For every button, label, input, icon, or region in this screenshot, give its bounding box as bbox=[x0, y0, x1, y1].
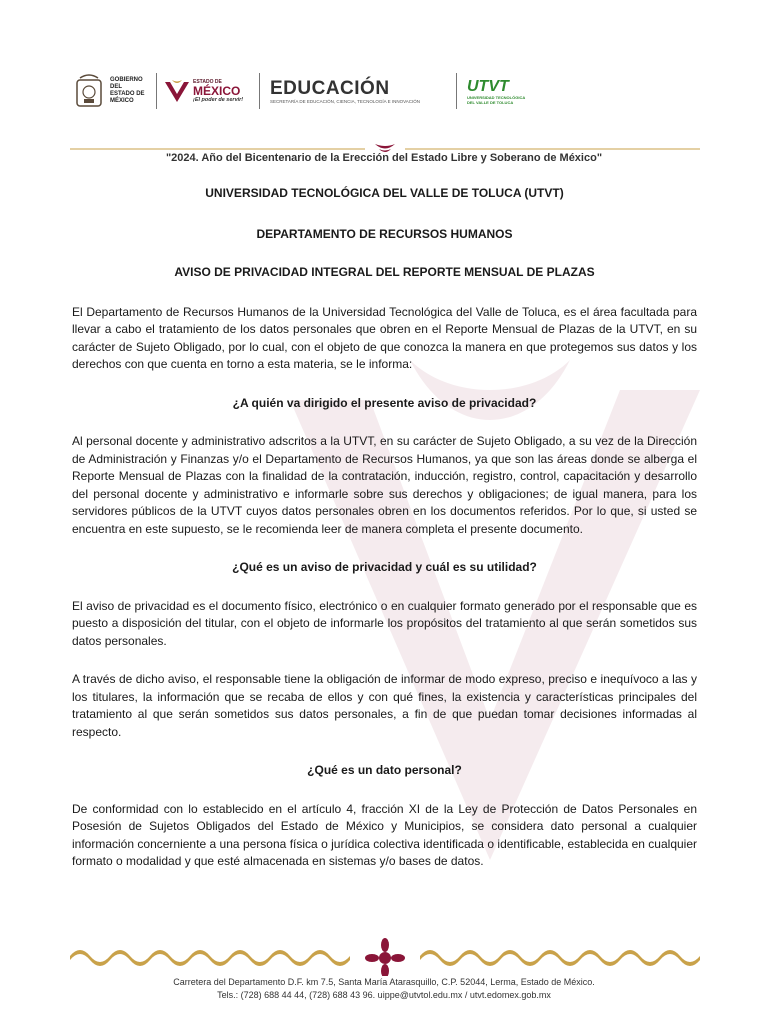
edomex-wordmark: ESTADO DE MÉXICO ¡El poder de servir! bbox=[193, 79, 244, 103]
footer-address bbox=[0, 976, 768, 1002]
paragraph-answer-2b: A través de dicho aviso, el responsable tiene la obligación de informar de modo expreso, preciso e inequívoco a las y los titulares, la información que se recaba de ellos y con qué fines, la existencia y características principales del tratamiento al que serán sometidos sus datos personales, a fin de que puedan tomar decisiones informadas al respecto. bbox=[72, 672, 697, 739]
utvt-logo: UTVT UNIVERSIDAD TECNOLÓGICA DEL VALLE DE TOLUCA bbox=[467, 77, 526, 105]
heading-university: UNIVERSIDAD TECNOLÓGICA DEL VALLE DE TOLUCA (UTVT) bbox=[205, 186, 564, 200]
document-body bbox=[72, 185, 697, 871]
state-government-label: GOBIERNO DEL ESTADO DE MÉXICO bbox=[110, 77, 145, 104]
header-divider bbox=[156, 73, 157, 109]
paragraph-intro: El Departamento de Recursos Humanos de la Universidad Tecnológica del Valle de Toluca, es el área facultada para llevar a cabo el tratamiento de los datos personales que obren en el Reporte Mensual de Plazas de la UTVT, en su carácter de Sujeto Obligado, por lo cual, con el objeto de que conozca la manera en que protegemos sus datos y los derechos con que cuenta en torno a esta materia, se le informa: bbox=[72, 304, 697, 371]
paragraph-answer-1: Al personal docente y administrativo adscritos a la UTVT, en su carácter de Sujeto Obligado, a su vez de la Dirección de Administración y Finanzas y/o el Departamento de Recursos Humanos, ya que son las áreas donde se alberga el Reporte Mensual de Plazas con la finalidad de la contratación, inducción, registro, control, capacitación y desarrollo del personal docente y administrativo e informarle sobre sus derechos y obligaciones; de igual manera, para los servidores públicos de la UTVT cuyos datos personales obren en los documentos referidos. Por lo que, si usted se encuentra en este supuesto, se le recomienda leer de manera completa el presente documento. bbox=[72, 434, 697, 536]
state-seal-icon bbox=[74, 72, 104, 110]
letterhead bbox=[70, 66, 710, 116]
footer-address-line: Carretera del Departamento D.F. km 7.5, Santa María Atarasquillo, C.P. 52044, Lerma, Estado de México. bbox=[173, 977, 595, 987]
heading-notice-title: AVISO DE PRIVACIDAD INTEGRAL DEL REPORTE MENSUAL DE PLAZAS bbox=[174, 265, 595, 279]
heading-department: DEPARTAMENTO DE RECURSOS HUMANOS bbox=[256, 226, 513, 241]
footer-ornament-icon bbox=[70, 936, 700, 976]
year-motto: "2024. Año del Bicentenario de la Erección del Estado Libre y Soberano de México" bbox=[165, 152, 603, 164]
footer-contact-line: Tels.: (728) 688 44 44, (728) 688 43 96. uippe@utvtol.edu.mx / utvt.edomex.gob.mx bbox=[217, 990, 551, 1000]
question-heading-3: ¿Qué es un dato personal? bbox=[307, 763, 462, 777]
education-secretariat-logo: EDUCACIÓN SECRETARÍA DE EDUCACIÓN, CIENCIA, TECNOLOGÍA E INNOVACIÓN bbox=[270, 77, 421, 104]
question-heading-2: ¿Qué es un aviso de privacidad y cuál es su utilidad? bbox=[232, 560, 537, 574]
header-divider bbox=[456, 73, 457, 109]
question-heading-1: ¿A quién va dirigido el presente aviso de privacidad? bbox=[232, 395, 537, 410]
edomex-logo-icon bbox=[163, 78, 191, 104]
paragraph-answer-2a: El aviso de privacidad es el documento físico, electrónico o en cualquier formato generado por el responsable que es puesto a disposición del titular, con el objeto de informarle los propósitos del tratamiento al que serán sometidos sus datos personales. bbox=[72, 598, 697, 648]
paragraph-answer-3: De conformidad con lo establecido en el artículo 4, fracción XI de la Ley de Protección de Datos Personales en Posesión de Sujetos Obligados del Estado de México y Municipios, se considera dato personal a cualquier información concerniente a una persona física o jurídica colectiva identificada o identificable, establecida en cualquier formato o modalidad y que esté almacenada en sistemas y/o bases de datos. bbox=[72, 801, 697, 868]
header-divider bbox=[259, 73, 260, 109]
